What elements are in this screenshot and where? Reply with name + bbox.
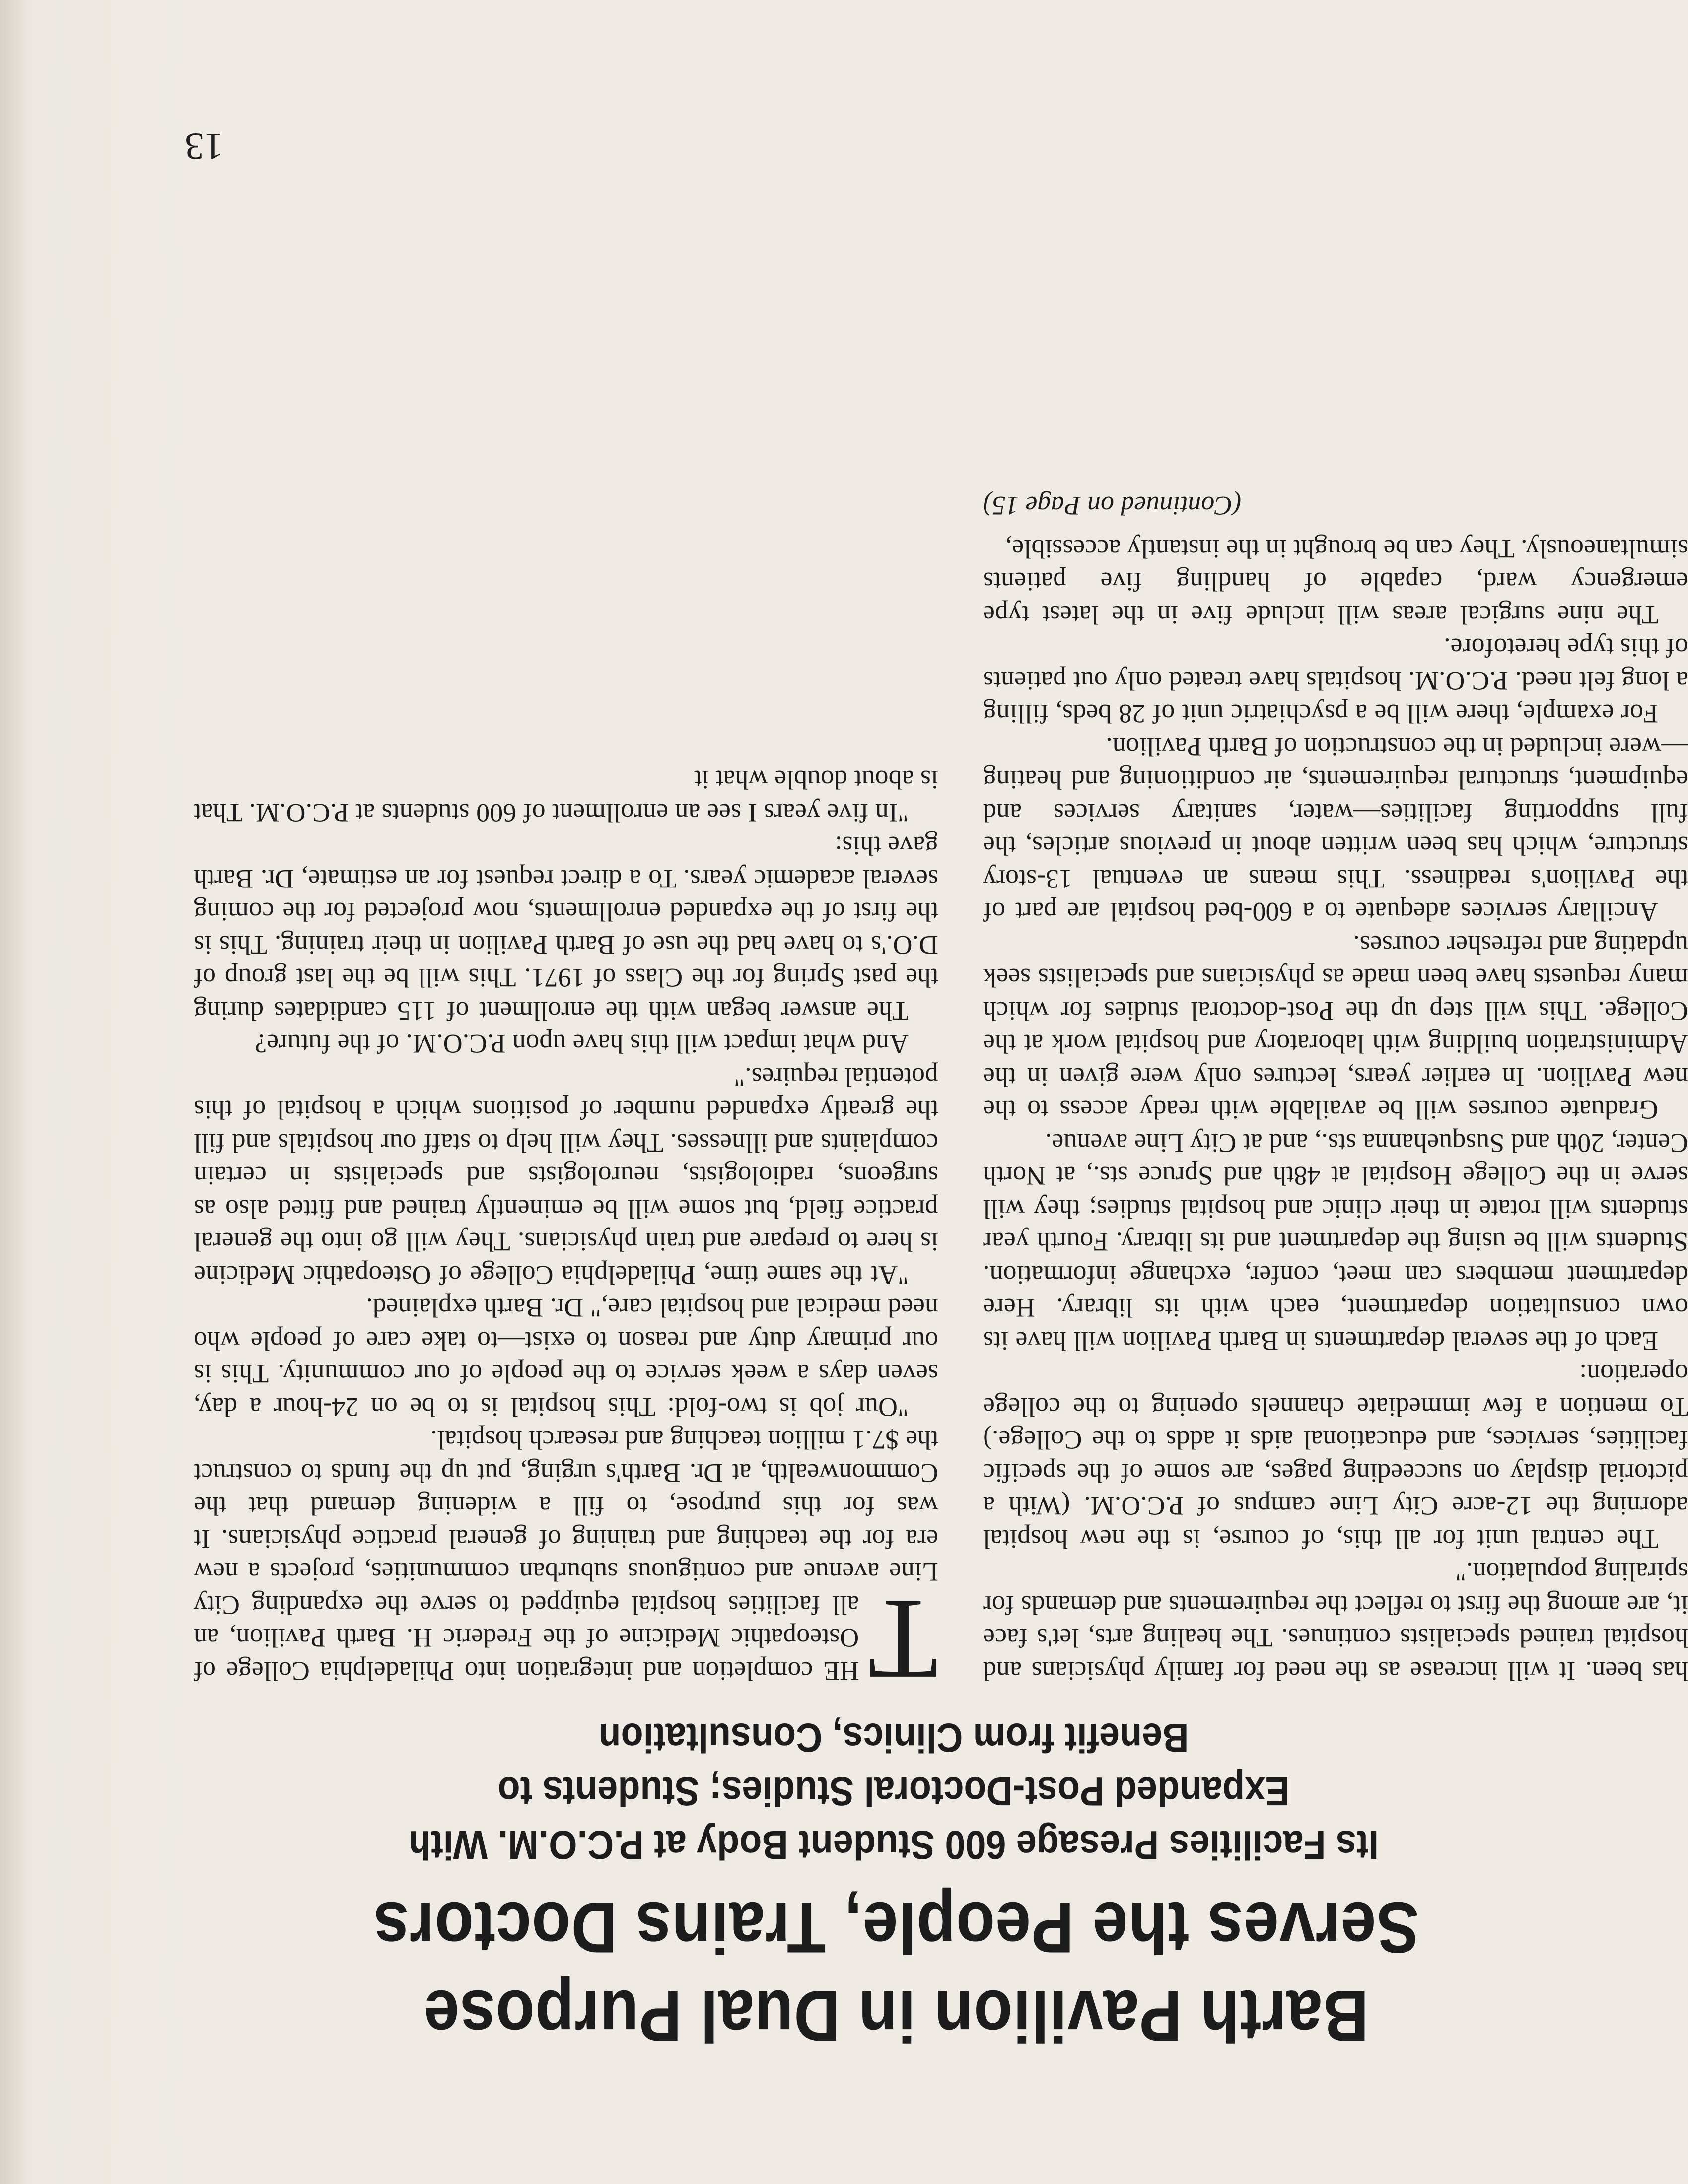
paragraph: "Our job is two-fold: This hospital is to be on 24-hour a day, seven days a week service to the people of our community. This is our primary duty and reason to exist—to take care of people who need medical and hospital care," Dr. Barth explained.	[194, 1293, 938, 1422]
paragraph: has been. It will increase as the need for family physicians and hospital trained specialists continues. The healing arts, let's face it, are among the first to reflect the requirements and demands for spiraling population."	[983, 1557, 1688, 1686]
paragraph: T HE completion and integration into Philadelphia College of Osteopathic Medicine of the Frederic H. Barth Pavilion, an all facilities hospital equipped to serve the expanding City Line avenue and contiguous suburban communities, projects a new era for the teaching and training of general practice physicians. It was for this purpose, to fill a widening demand that the Commonwealth, at Dr. Barth's urging, put up the funds to construct the $7.1 million teaching and research hospital.	[194, 1425, 938, 1704]
paragraph: The nine surgical areas will include five in the latest type emergency ward, capable of handling five patients simultaneously. They can be brought in the instantly accessible,	[983, 534, 1688, 630]
paragraph: "At the same time, Philadelphia College of Osteopathic Medicine is here to prepare and train physicians. They will go into the general practice field, but some will be eminently trained and fitted also as surgeons, radiologists, neurologists and specialists in certain complaints and illnesses. They will help to staff our hospitals and fill the greatly expanded number of positions which a hospital of this potential requires."	[194, 1062, 938, 1290]
paragraph: And what impact will this have upon P.C.O.M. of the future?	[255, 1029, 909, 1059]
headline-text-line-2: Serves the People, Trains Doctors	[373, 1887, 1419, 1968]
article-subhead	[313, 1710, 1475, 1871]
paragraph: "In five years I see an enrollment of 600 students at P.C.O.M. That is about double what it	[194, 765, 938, 828]
article-headline	[252, 1883, 1541, 2060]
paragraph: The central unit for all this, of course, is the new hospital adorning the 12-acre City Line campus of P.C.O.M. (With a pictorial display on succeeding pages, are some of the specific facilities, services, and educational aids it adds to the College.) To mention a few immediate channels opening to the college operation:	[983, 1359, 1688, 1554]
subhead-text-line-2: Expanded Post-Doctoral Studies; Students to	[497, 1769, 1290, 1814]
page-number-rotated: 13	[185, 125, 223, 168]
subhead-text-line-3: Benefit from Clinics, Consultation	[598, 1715, 1189, 1760]
paragraph: For example, there will be a psychiatric unit of 28 beds, filling a long felt need. P.C.O.M. hospitals have treated only out patients of this type heretofore.	[983, 633, 1688, 729]
continued-note: (Continued on Page 15)	[983, 491, 1242, 521]
subhead-text-line-1: Its Facilities Presage 600 Student Body at P.C.O.M. With	[408, 1822, 1379, 1867]
rotated-text-layer	[30, 0, 1688, 2184]
paragraph: Graduate courses will be available with ready access to the new Pavilion. In earlier years, lectures only were given in the Administration building with laboratory and hospital work at the College. This will step up the Post-doctoral studies for which many requests have been made as physicians and specialists seek updating and refresher courses.	[983, 930, 1688, 1125]
drop-cap: T	[868, 1576, 938, 1704]
paragraph: Ancillary services adequate to a 600-bed hospital are part of the Pavilion's readiness. This means an eventual 13-story structure, which has been written about in previous articles, the full supporting facilities—water, sanitary services and equipment, structural requirements, air conditioning and heating—were included in the construction of Barth Pavilion.	[983, 732, 1688, 927]
headline-text-line-1: Barth Pavilion in Dual Purpose	[423, 1976, 1369, 2056]
article-column-right-text	[983, 489, 1688, 1688]
paragraph: The answer began with the enrollment of 115 candidates during the past Spring for the Class of 1971. This will be the last group of D.O.'s to have had the use of Barth Pavilion in their training. This is the first of the expanded enrollments, now projected for the coming several academic years. To a direct request for an estimate, Dr. Barth gave this:	[194, 831, 938, 1026]
article-column-left-text	[194, 763, 938, 1704]
paragraph: Each of the several departments in Barth Pavilion will have its own consultation department, each with its library. Here department members can meet, confer, exchange information. Students will be using the department and its library. Fourth year students will rotate in their clinic and hospital studies; they will serve in the College Hospital at 48th and Spruce sts., at North Center, 20th and Susquehanna sts., and at City Line avenue.	[983, 1128, 1688, 1356]
